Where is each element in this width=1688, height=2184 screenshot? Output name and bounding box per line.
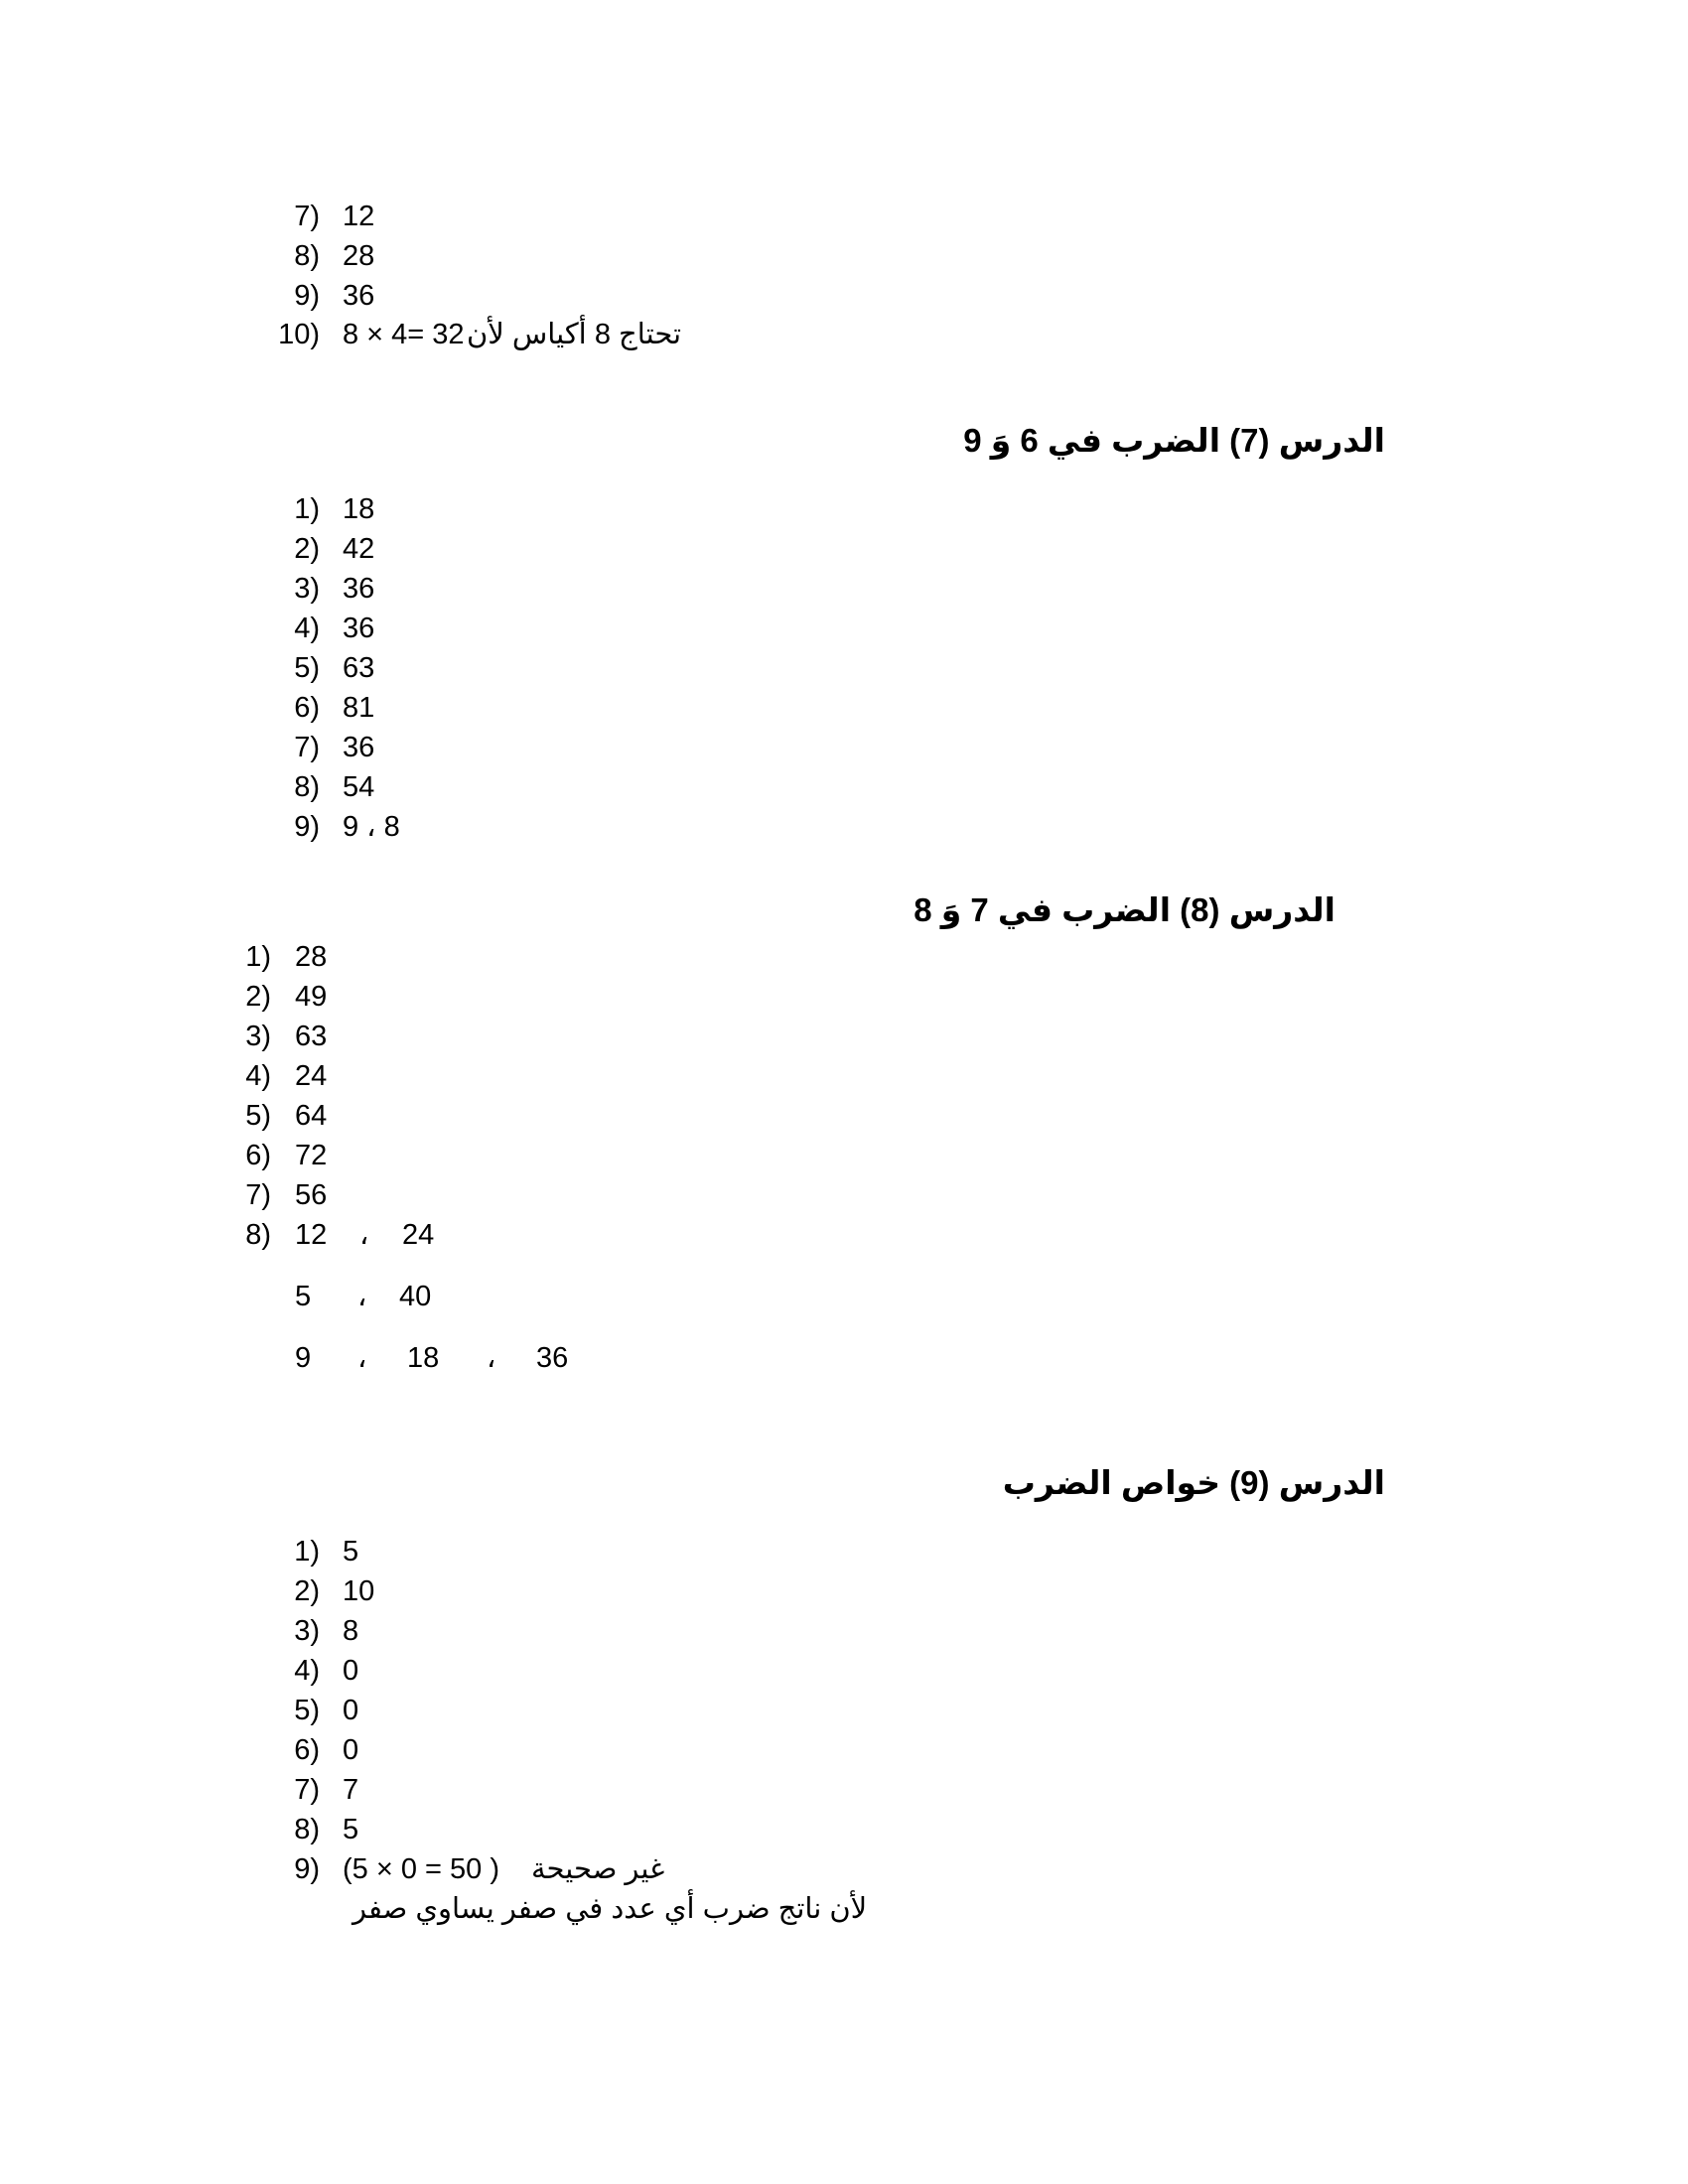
list-separator: ،	[357, 1281, 367, 1312]
item-number: 9)	[294, 1853, 320, 1885]
item-answer: 5	[343, 1536, 359, 1568]
item-number: 3)	[294, 573, 320, 605]
item-answer: 5	[343, 1814, 359, 1845]
item-number: 7)	[245, 1179, 271, 1211]
item-answer: 12	[295, 1219, 328, 1251]
item-number: 6)	[245, 1140, 271, 1171]
item-number: 9)	[294, 280, 320, 312]
list-separator: ،	[487, 1342, 496, 1374]
item-number: 4)	[294, 1655, 320, 1687]
item-explanation: لأن ناتج ضرب أي عدد في صفر يساوي صفر	[352, 1893, 868, 1925]
item-answer: 7	[343, 1774, 359, 1806]
item-number: 5)	[294, 1695, 320, 1726]
item-answer: 36	[343, 613, 375, 644]
item-answer: 18	[343, 493, 375, 525]
item-answer: 24	[295, 1060, 328, 1092]
list-separator: ،	[359, 1219, 369, 1251]
item-answer: 36	[343, 573, 375, 605]
item-answer: 0	[343, 1655, 359, 1687]
item-verdict: غير صحيحة	[531, 1853, 665, 1885]
item-answer: 36	[343, 280, 375, 312]
item-number: 8)	[245, 1219, 271, 1251]
item-number: 6)	[294, 1734, 320, 1766]
item-number: 7)	[294, 201, 320, 232]
item-answer: 28	[295, 941, 328, 973]
item-answer: 9 ، 8	[343, 811, 400, 843]
item-number: 8)	[294, 771, 320, 803]
item-answer: 49	[295, 981, 328, 1013]
item-answer: 12	[343, 201, 375, 232]
item-number: 2)	[294, 533, 320, 565]
item-answer: 36	[343, 732, 375, 763]
item-answer: 18	[407, 1342, 440, 1374]
item-number: 9)	[294, 811, 320, 843]
item-answer: 36	[536, 1342, 569, 1374]
item-answer: 5	[295, 1281, 312, 1312]
item-answer: 64	[295, 1100, 328, 1132]
item-expression: (5 × 0 = 50 )	[343, 1853, 499, 1885]
item-answer: 24	[402, 1219, 435, 1251]
item-number: 2)	[245, 981, 271, 1013]
item-answer: 0	[343, 1734, 359, 1766]
item-number: 5)	[294, 652, 320, 684]
item-answer: 9	[295, 1342, 312, 1374]
item-number: 7)	[294, 1774, 320, 1806]
item-answer: 42	[343, 533, 375, 565]
item-expression: 8 × 4= 32	[343, 319, 465, 350]
item-explanation: تحتاج 8 أكياس لأن	[467, 319, 682, 350]
item-answer: 0	[343, 1695, 359, 1726]
lesson-9-title: الدرس (9) خواص الضرب	[1002, 1464, 1385, 1501]
item-answer: 72	[295, 1140, 328, 1171]
item-answer: 63	[295, 1021, 328, 1052]
lesson-7-title: الدرس (7) الضرب في 6 وَ 9	[963, 422, 1385, 459]
item-number: 7)	[294, 732, 320, 763]
item-number: 2)	[294, 1575, 320, 1607]
item-number: 4)	[245, 1060, 271, 1092]
item-number: 8)	[294, 1814, 320, 1845]
item-answer: 10	[343, 1575, 375, 1607]
item-number: 3)	[245, 1021, 271, 1052]
item-number: 8)	[294, 240, 320, 272]
item-number: 4)	[294, 613, 320, 644]
item-number: 10)	[278, 319, 320, 350]
item-number: 3)	[294, 1615, 320, 1647]
item-answer: 40	[399, 1281, 432, 1312]
item-number: 1)	[245, 941, 271, 973]
list-separator: ،	[357, 1342, 367, 1374]
item-number: 6)	[294, 692, 320, 724]
item-answer: 56	[295, 1179, 328, 1211]
item-number: 1)	[294, 493, 320, 525]
item-answer: 63	[343, 652, 375, 684]
item-number: 1)	[294, 1536, 320, 1568]
item-answer: 28	[343, 240, 375, 272]
item-answer: 8	[343, 1615, 359, 1647]
lesson-8-title: الدرس (8) الضرب في 7 وَ 8	[914, 891, 1336, 928]
item-answer: 81	[343, 692, 375, 724]
item-number: 5)	[245, 1100, 271, 1132]
item-answer: 54	[343, 771, 375, 803]
